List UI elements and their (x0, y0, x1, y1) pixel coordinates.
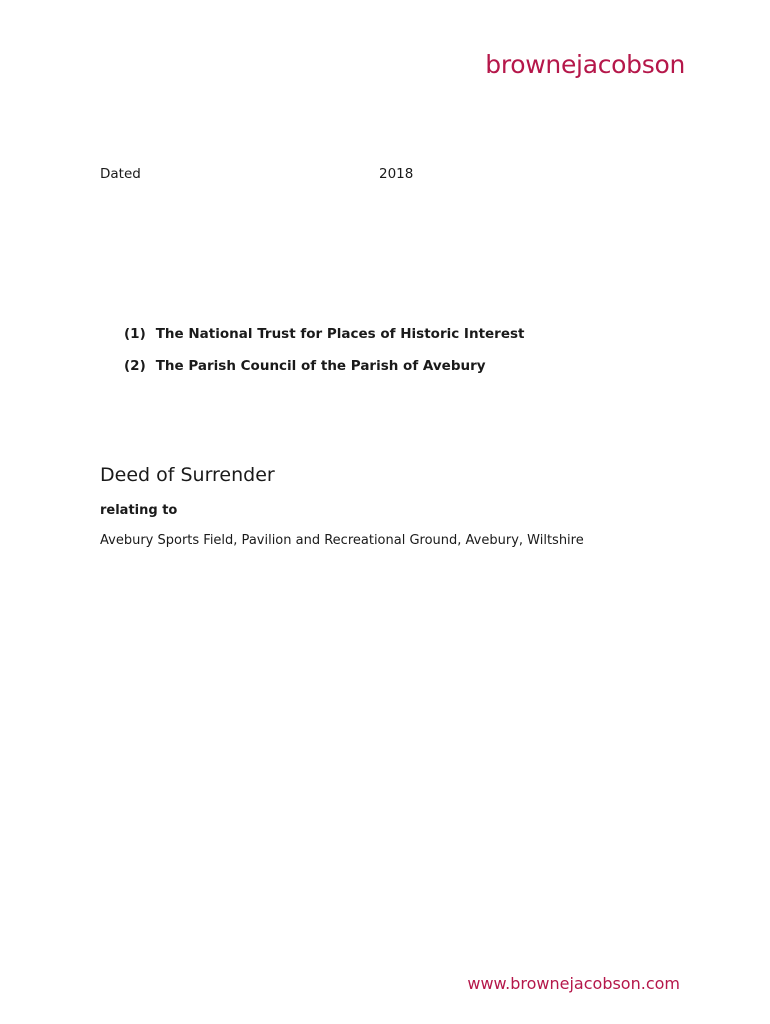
brand-logo: brownejacobson (485, 50, 685, 79)
party-name: The Parish Council of the Parish of Avebury (155, 358, 486, 374)
parties-list (124, 326, 524, 390)
party-number: (1) (124, 326, 146, 342)
footer-website[interactable]: www.brownejacobson.com (467, 974, 680, 993)
relating-label: relating to (100, 503, 178, 518)
document-title: Deed of Surrender (100, 464, 275, 486)
property-description: Avebury Sports Field, Pavilion and Recreational Ground, Avebury, Wiltshire (100, 533, 584, 548)
party-item (124, 326, 524, 358)
dated-label: Dated (100, 166, 141, 182)
party-name: The National Trust for Places of Historic Interest (155, 326, 525, 342)
party-number: (2) (124, 358, 146, 374)
dated-year: 2018 (379, 166, 414, 182)
party-item (124, 358, 524, 390)
